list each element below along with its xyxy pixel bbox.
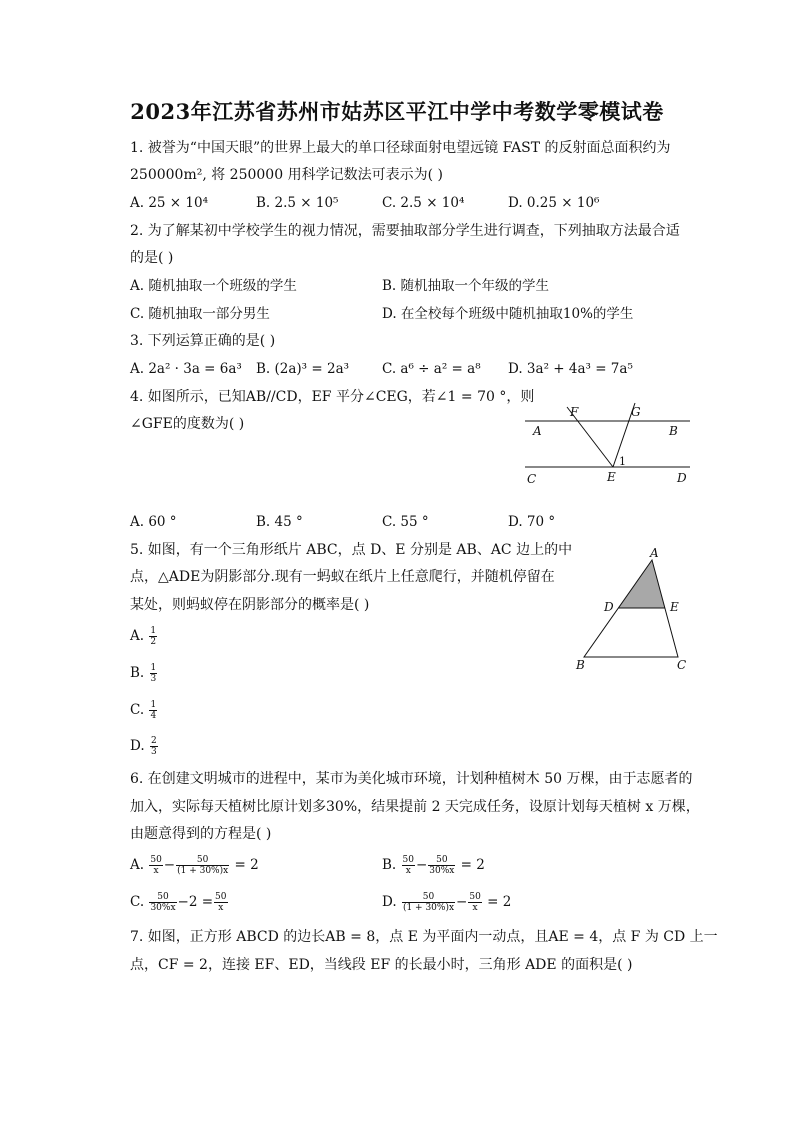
fraction: $\frac{1}{2}$	[150, 626, 157, 647]
fraction: $\frac{50}{(1 + 30\%)x}$	[177, 855, 229, 876]
label-a: A	[533, 424, 542, 438]
label-d: D	[677, 471, 687, 485]
fraction: $\frac{50}{x}$	[469, 892, 481, 913]
label-g: G	[631, 405, 641, 419]
fraction: $\frac{2}{3}$	[150, 736, 157, 757]
fraction: $\frac{1}{3}$	[150, 663, 157, 684]
q4-parallel-lines-figure	[515, 395, 695, 490]
fraction: $\frac{50}{30\%x}$	[150, 892, 176, 913]
label-f: F	[570, 405, 579, 419]
q1-option-b: B. 2.5 × 10⁵	[256, 195, 339, 211]
q2-option-a: A. 随机抽取一个班级的学生	[130, 278, 297, 294]
q6-option-d: D. $\frac{50}{(1 + 30\%)x}$ − $\frac{50}{x}$ = 2	[382, 892, 512, 913]
q2-option-d: D. 在全校每个班级中随机抽取10%的学生	[382, 306, 634, 322]
q5-stem-line3: 某处，则蚂蚁停在阴影部分的概率是( )	[130, 597, 370, 613]
fraction: $\frac{50}{x}$	[215, 892, 227, 913]
label-angle-1: 1	[619, 455, 626, 468]
q6-stem-line2: 加入，实际每天植树比原计划多30%，结果提前 2 天完成任务，设原计划每天植树 x 万棵，	[130, 799, 700, 815]
label-b: B	[669, 424, 678, 438]
q7-stem-line2: 点，CF = 2，连接 EF、ED，当线段 EF 的长最小时，三角形 ADE 的面积是( )	[130, 957, 633, 973]
fraction: $\frac{1}{4}$	[150, 700, 157, 721]
q5-option-c: C. $\frac{1}{4}$	[130, 700, 157, 721]
q2-option-c: C. 随机抽取一部分男生	[130, 306, 270, 322]
q6-option-a: A. $\frac{50}{x}$ − $\frac{50}{(1 + 30\%)x}$ = 2	[130, 855, 259, 876]
q5-stem-line1: 5. 如图，有一个三角形纸片 ABC，点 D、E 分别是 AB、AC 边上的中	[130, 542, 573, 558]
q4-option-a: A. 60 °	[130, 514, 177, 530]
q2-stem-line1: 2. 为了解某初中学校学生的视力情况，需要抽取部分学生进行调查，下列抽取方法最合适	[130, 223, 680, 239]
q1-option-c: C. 2.5 × 10⁴	[382, 195, 465, 211]
q6-stem-line1: 6. 在创建文明城市的进程中，某市为美化城市环境，计划种植树木 50 万棵，由于志愿者的	[130, 771, 693, 787]
q3-option-c: C. a⁶ ÷ a² = a⁸	[382, 361, 481, 377]
q6-stem-line3: 由题意得到的方程是( )	[130, 826, 272, 842]
fraction: $\frac{50}{x}$	[402, 855, 414, 876]
q4-stem-line1: 4. 如图所示，已知AB//CD，EF 平分∠CEG，若∠1 = 70 °，则	[130, 389, 535, 405]
q1-stem-line2: 250000m², 将 250000 用科学记数法可表示为( )	[130, 167, 443, 183]
q5-triangle-figure	[570, 545, 695, 675]
q2-stem-line2: 的是( )	[130, 250, 174, 266]
fraction: $\frac{50}{x}$	[150, 855, 162, 876]
q5-option-a: A. $\frac{1}{2}$	[130, 626, 157, 647]
label-c: C	[527, 472, 537, 486]
label-d: D	[604, 600, 614, 614]
label-b: B	[576, 658, 585, 672]
q4-option-d: D. 70 °	[508, 514, 556, 530]
q1-option-a: A. 25 × 10⁴	[130, 195, 208, 211]
q3-stem: 3. 下列运算正确的是( )	[130, 333, 276, 349]
label-e: E	[607, 470, 616, 484]
q4-option-c: C. 55 °	[382, 514, 429, 530]
q4-stem-line2: ∠GFE的度数为( )	[130, 416, 245, 432]
q1-stem-line1: 1. 被誉为“中国天眼”的世界上最大的单口径球面射电望远镜 FAST 的反射面总面积约为	[130, 140, 671, 156]
q3-option-d: D. 3a² + 4a³ = 7a⁵	[508, 361, 633, 377]
fraction: $\frac{50}{30\%x}$	[429, 855, 455, 876]
q5-stem-line2: 点，△ADE为阴影部分.现有一蚂蚁在纸片上任意爬行，并随机停留在	[130, 569, 555, 585]
q1-option-d: D. 0.25 × 10⁶	[508, 195, 600, 211]
q3-option-a: A. 2a² · 3a = 6a³	[130, 361, 242, 377]
q7-stem-line1: 7. 如图，正方形 ABCD 的边长AB = 8，点 E 为平面内一动点，且AE = 4，点 F 为 CD 上一	[130, 929, 718, 945]
q2-option-b: B. 随机抽取一个年级的学生	[382, 278, 550, 294]
label-a: A	[650, 546, 659, 560]
label-c: C	[677, 658, 687, 672]
fraction: $\frac{50}{(1 + 30\%)x}$	[402, 892, 455, 913]
label-e: E	[670, 600, 679, 614]
q3-option-b: B. (2a)³ = 2a³	[256, 361, 350, 377]
q6-option-b: B. $\frac{50}{x}$ − $\frac{50}{30\%x}$ = 2	[382, 855, 485, 876]
q5-option-b: B. $\frac{1}{3}$	[130, 663, 157, 684]
q5-option-d: D. $\frac{2}{3}$	[130, 736, 157, 757]
q4-option-b: B. 45 °	[256, 514, 303, 530]
page-title: 2023年江苏省苏州市姑苏区平江中学中考数学零模试卷	[130, 99, 664, 124]
q6-option-c: C. $\frac{50}{30\%x}$ −2 = $\frac{50}{x}$	[130, 892, 227, 913]
